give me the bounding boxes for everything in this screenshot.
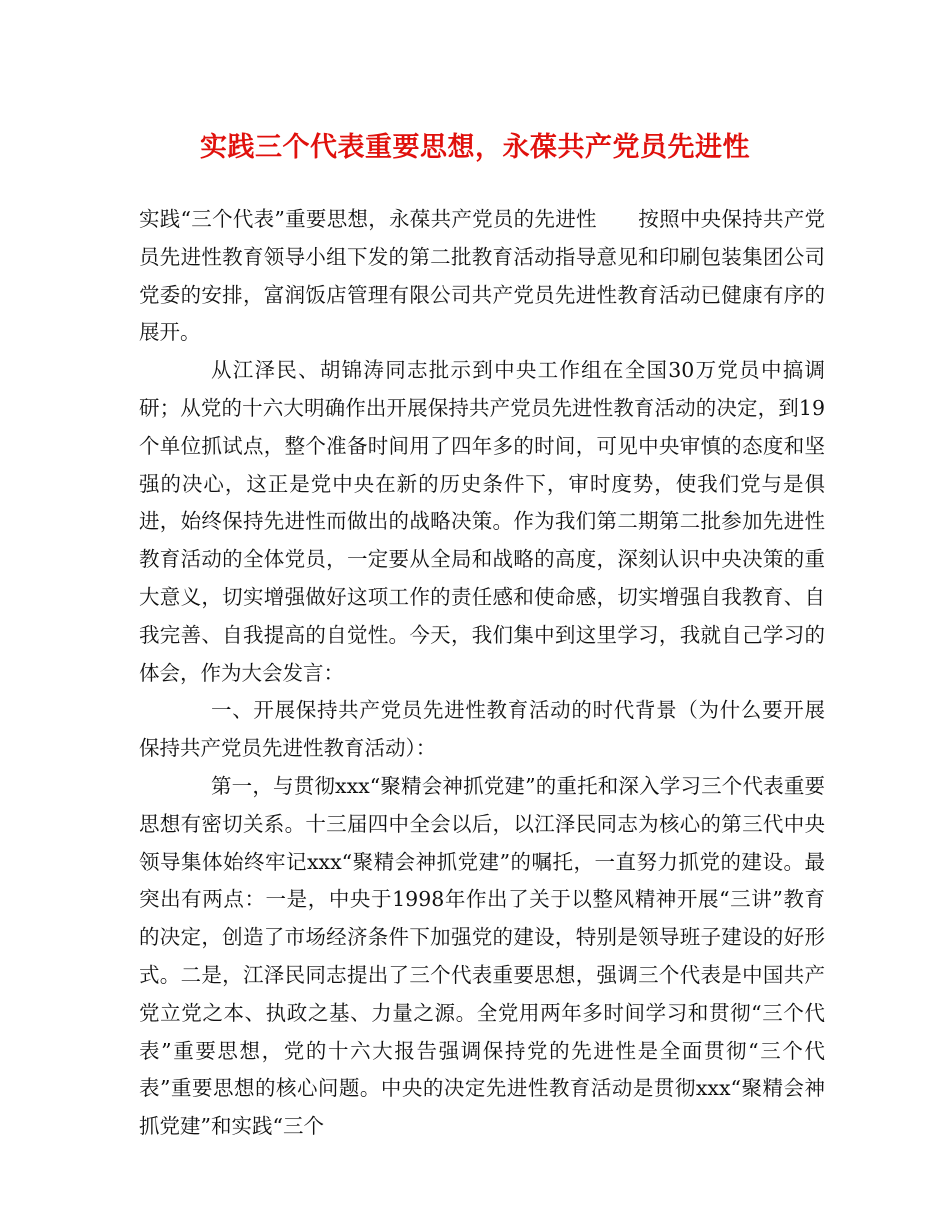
document-title: 实践三个代表重要思想，永葆共产党员先进性 xyxy=(200,132,750,163)
document-body xyxy=(139,201,825,1146)
paragraph-intro: 实践“三个代表”重要思想，永葆共产党员的先进性 按照中央保持共产党员先进性教育领导小组下发的第二批教育活动指导意见和印刷包装集团公司党委的安排，富润饭店管理有限公司共产党员先进性教育活动已健康有序的展开。 xyxy=(139,207,825,345)
paragraph-first-point: 第一，与贯彻xxx“聚精会神抓党建”的重托和深入学习三个代表重要思想有密切关系。十三届四中全会以后，以江泽民同志为核心的第三代中央领导集体始终牢记xxx“聚精会神抓党建”的嘱托，一直努力抓党的建设。最突出有两点：一是，中央于1998年作出了关于以整风精神开展“三讲”教育的决定，创造了市场经济条件下加强党的建设，特别是领导班子建设的好形式。二是，江泽民同志提出了三个代表重要思想，强调三个代表是中国共产党立党之本、执政之基、力量之源。全党用两年多时间学习和贯彻“三个代表”重要思想，党的十六大报告强调保持党的先进性是全面贯彻“三个代表”重要思想的核心问题。中央的决定先进性教育活动是贯彻xxx“聚精会神抓党建”和实践“三个 xyxy=(139,773,825,1139)
paragraph-section-heading: 一、开展保持共产党员先进性教育活动的时代背景（为什么要开展保持共产党员先进性教育活动）： xyxy=(139,698,825,761)
paragraph-background: 从江泽民、胡锦涛同志批示到中央工作组在全国30万党员中搞调研；从党的十六大明确作出开展保持共产党员先进性教育活动的决定，到19个单位抓试点，整个准备时间用了四年多的时间，可见中央审慎的态度和坚强的决心，这正是党中央在新的历史条件下，审时度势，使我们党与是俱进，始终保持先进性而做出的战略决策。作为我们第二期第二批参加先进性教育活动的全体党员，一定要从全局和战略的高度，深刻认识中央决策的重大意义，切实增强做好这项工作的责任感和使命感，切实增强自我教育、自我完善、自我提高的自觉性。今天，我们集中到这里学习，我就自己学习的体会，作为大会发言： xyxy=(139,358,825,685)
